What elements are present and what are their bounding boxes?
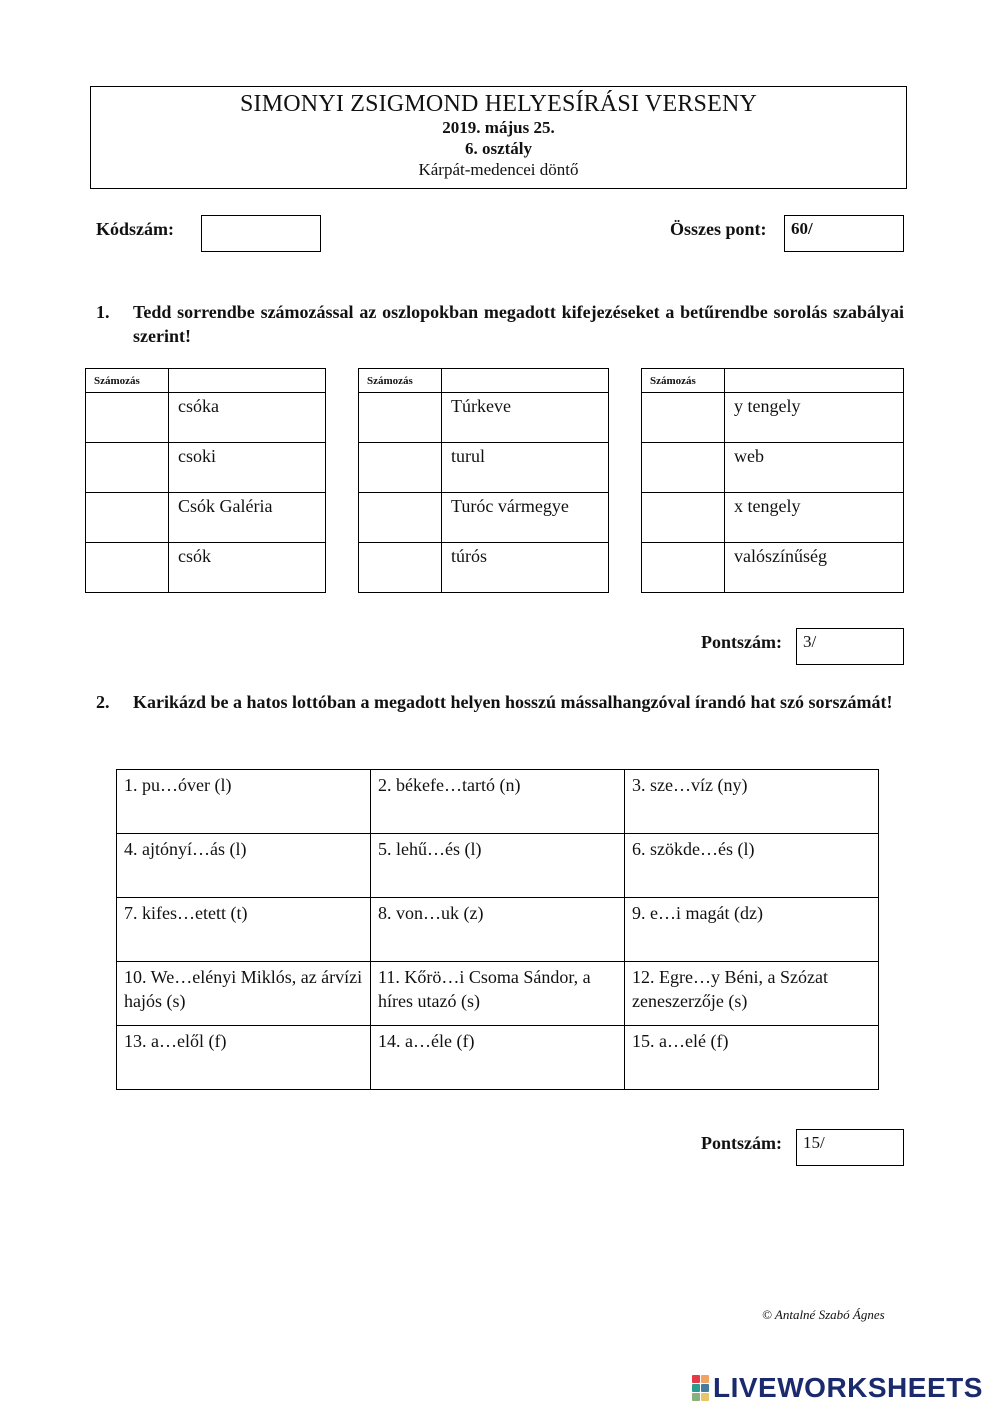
question-1-text: Tedd sorrendbe számozással az oszlopokban megadott kifejezéseket a betűrendbe sorolás szabályai szerint! [133,302,904,346]
liveworksheets-logo [692,1372,983,1404]
q1-score-value: 3/ [803,632,817,651]
word-cell: x tengely [725,493,904,543]
word-cell: y tengely [725,393,904,443]
number-input[interactable] [359,393,442,443]
contest-title: SIMONYI ZSIGMOND HELYESÍRÁSI VERSENY [239,91,758,117]
total-score-box [784,215,904,252]
code-value [202,216,320,222]
lotto-cell[interactable]: 13. a…elől (f) [117,1026,371,1090]
number-input[interactable] [359,493,442,543]
logo-tile [692,1393,700,1401]
contest-round: Kárpát-medencei döntő [418,160,579,179]
number-input[interactable] [86,493,169,543]
sort-table-2 [358,368,609,593]
logo-tile [701,1384,709,1392]
copyright: © Antalné Szabó Ágnes [762,1307,885,1322]
number-input[interactable] [86,443,169,493]
word-cell: turul [442,443,609,493]
question-1 [96,300,904,350]
lotto-cell[interactable]: 14. a…éle (f) [371,1026,625,1090]
contest-grade: 6. osztály [464,139,533,158]
word-cell: Csók Galéria [169,493,326,543]
number-input[interactable] [642,393,725,443]
sort-table-3 [641,368,904,593]
column-header: Számozás [642,369,725,393]
number-input[interactable] [642,443,725,493]
number-input[interactable] [642,543,725,593]
number-input[interactable] [86,543,169,593]
logo-tile [692,1384,700,1392]
contest-date: 2019. május 25. [442,118,555,137]
question-2 [96,690,904,740]
total-score-value: 60/ [791,219,813,238]
number-input[interactable] [642,493,725,543]
lotto-cell[interactable]: 8. von…uk (z) [371,898,625,962]
word-cell: csoki [169,443,326,493]
lotto-cell[interactable]: 5. lehű…és (l) [371,834,625,898]
number-input[interactable] [359,443,442,493]
total-score-label: Összes pont: [670,219,767,239]
word-cell: csóka [169,393,326,443]
logo-tile [692,1375,700,1383]
logo-tile [701,1393,709,1401]
word-cell: csók [169,543,326,593]
code-label: Kódszám: [96,219,174,239]
lotto-cell[interactable]: 7. kifes…etett (t) [117,898,371,962]
lotto-cell[interactable]: 1. pu…óver (l) [117,770,371,834]
number-input[interactable] [86,393,169,443]
logo-tile [701,1375,709,1383]
lotto-cell[interactable]: 4. ajtónyí…ás (l) [117,834,371,898]
q2-score-value: 15/ [803,1133,825,1152]
lotto-cell[interactable]: 12. Egre…y Béni, a Szózat zeneszerzője (s) [625,962,879,1026]
lotto-cell[interactable]: 11. Kőrö…i Csoma Sándor, a híres utazó (s) [371,962,625,1026]
word-cell: web [725,443,904,493]
header-box [90,86,907,189]
column-header: Számozás [359,369,442,393]
q1-score-label: Pontszám: [701,632,782,652]
question-2-text: Karikázd be a hatos lottóban a megadott helyen hosszú mássalhangzóval írandó hat szó sorszámát! [133,692,893,712]
word-cell: valószínűség [725,543,904,593]
number-input[interactable] [359,543,442,593]
word-cell: túrós [442,543,609,593]
lotto-cell[interactable]: 6. szökde…és (l) [625,834,879,898]
q2-score-box [796,1129,904,1166]
lotto-cell[interactable]: 3. sze…víz (ny) [625,770,879,834]
code-input[interactable] [201,215,321,252]
liveworksheets-icon [692,1375,709,1401]
column-header: Számozás [86,369,169,393]
liveworksheets-brand: LIVEWORKSHEETS [713,1372,983,1403]
lotto-cell[interactable]: 15. a…elé (f) [625,1026,879,1090]
lotto-cell[interactable]: 9. e…i magát (dz) [625,898,879,962]
q1-score-box [796,628,904,665]
lotto-cell[interactable]: 2. békefe…tartó (n) [371,770,625,834]
word-cell: Turóc vármegye [442,493,609,543]
sort-table-1 [85,368,326,593]
question-1-number: 1. [96,302,110,322]
lotto-grid [116,769,879,1090]
q2-score-label: Pontszám: [701,1133,782,1153]
question-2-number: 2. [96,692,110,712]
lotto-cell[interactable]: 10. We…elényi Miklós, az árvízi hajós (s) [117,962,371,1026]
word-cell: Túrkeve [442,393,609,443]
